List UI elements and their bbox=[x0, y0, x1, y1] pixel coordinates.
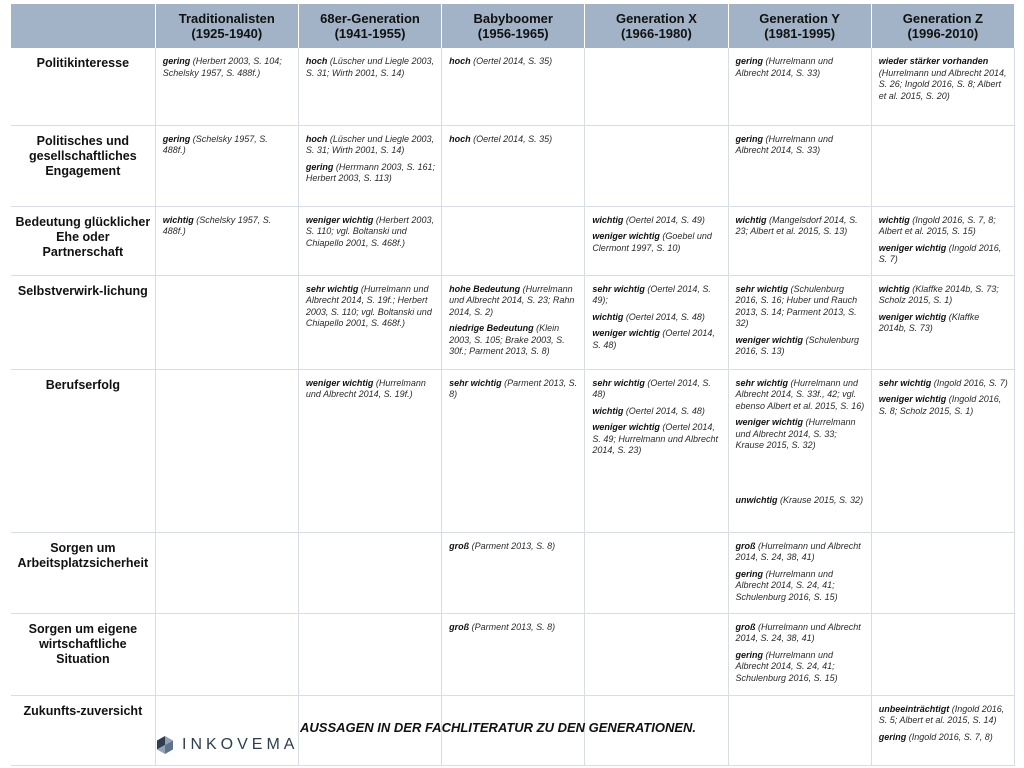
finding-term: weniger wichtig bbox=[735, 417, 804, 427]
table-cell bbox=[585, 613, 728, 695]
finding-term: sehr wichtig bbox=[592, 283, 645, 294]
finding-term: groß bbox=[449, 621, 470, 632]
finding-term: weniger wichtig bbox=[305, 214, 374, 225]
finding-term: weniger wichtig bbox=[735, 334, 804, 345]
table-cell bbox=[155, 369, 298, 532]
table-row bbox=[11, 275, 1015, 369]
finding-entry bbox=[736, 56, 865, 79]
finding-term: wichtig bbox=[592, 405, 624, 416]
table-cell bbox=[298, 48, 441, 125]
finding-term: sehr wichtig bbox=[735, 377, 789, 388]
finding-term: gering bbox=[735, 56, 764, 66]
finding-reference: (Schelsky 1957, S. 488f.) bbox=[162, 214, 272, 236]
finding-entry bbox=[449, 323, 578, 358]
finding-term: gering bbox=[735, 133, 764, 144]
finding-entry bbox=[879, 243, 1008, 266]
finding-entry bbox=[592, 284, 721, 307]
finding-reference: (Hurrelmann und Albrecht 2014, S. 24, 38, 41) bbox=[735, 540, 861, 562]
finding-reference: (Oertel 2014, S. 35) bbox=[470, 133, 553, 144]
table-cell bbox=[585, 125, 728, 206]
table-cell bbox=[155, 275, 298, 369]
finding-term: weniger wichtig bbox=[592, 231, 660, 241]
finding-entry bbox=[592, 328, 721, 351]
table-cell bbox=[871, 125, 1014, 206]
finding-entry bbox=[163, 215, 292, 238]
table-cell bbox=[585, 206, 728, 275]
finding-reference: (Oertel 2014, S. 48) bbox=[592, 328, 715, 350]
table-cell bbox=[728, 613, 871, 695]
finding-reference: (Herrmann 2003, S. 161; Herbert 2003, S. 113) bbox=[305, 161, 435, 183]
finding-entry bbox=[736, 569, 865, 604]
table-cell bbox=[728, 369, 871, 532]
finding-reference: (Oertel 2014, S. 48) bbox=[623, 405, 705, 416]
table-cell bbox=[155, 206, 298, 275]
finding-reference: (Lüscher und Liegle 2003, S. 31; Wirth 2001, S. 14) bbox=[305, 56, 434, 78]
table-cell bbox=[871, 613, 1014, 695]
finding-reference: (Hurrelmann und Albrecht 2014, S. 33) bbox=[735, 56, 834, 78]
finding-entry bbox=[736, 134, 865, 157]
finding-term: groß bbox=[735, 621, 756, 632]
table-cell bbox=[585, 369, 728, 532]
header-generation-y: Generation Y (1981-1995) bbox=[728, 4, 871, 48]
row-label: Sorgen um Arbeitsplatzsicherheit bbox=[11, 532, 155, 613]
finding-entry bbox=[736, 541, 865, 564]
table-cell bbox=[871, 48, 1014, 125]
finding-term: wichtig bbox=[592, 214, 624, 225]
table-cell bbox=[442, 369, 585, 532]
finding-reference: (Hurrelmann und Albrecht 2014, S. 33; Krause 2015, S. 32) bbox=[735, 417, 856, 450]
finding-entry bbox=[736, 284, 865, 330]
table-cell bbox=[871, 275, 1014, 369]
finding-entry bbox=[592, 231, 721, 254]
finding-reference: (Parment 2013, S. 8) bbox=[469, 621, 556, 632]
table-cell bbox=[728, 48, 871, 125]
finding-term: gering bbox=[878, 731, 907, 742]
finding-entry bbox=[736, 378, 865, 413]
header-68er: 68er-Generation (1941-1955) bbox=[298, 4, 441, 48]
finding-reference: (Klein 2003, S. 105; Brake 2003, S. 30f.; Parment 2013, S. 8) bbox=[449, 323, 565, 356]
finding-entry bbox=[306, 284, 435, 330]
finding-reference: (Hurrelmann und Albrecht 2014, S. 24, 38, 41) bbox=[735, 621, 861, 643]
finding-entry bbox=[449, 284, 578, 319]
finding-entry bbox=[306, 56, 435, 79]
finding-term: hoch bbox=[305, 133, 328, 144]
finding-term: unwichtig bbox=[735, 494, 778, 505]
finding-reference: (Parment 2013, S. 8) bbox=[449, 377, 578, 399]
finding-term: weniger wichtig bbox=[305, 377, 374, 388]
finding-reference: (Parment 2013, S. 8) bbox=[469, 540, 556, 551]
finding-term: niedrige Bedeutung bbox=[449, 323, 534, 333]
finding-entry bbox=[592, 312, 721, 324]
table-cell bbox=[442, 125, 585, 206]
finding-reference: (Hurrelmann und Albrecht 2014, S. 19f.; Herbert 2003, S. 110; vgl. Boltanski und Chiapello 2001, S. 468f.) bbox=[305, 283, 432, 328]
table-cell bbox=[728, 275, 871, 369]
finding-reference: (Schelsky 1957, S. 488f.) bbox=[162, 133, 268, 155]
table-body bbox=[11, 48, 1015, 765]
table-row bbox=[11, 369, 1015, 532]
finding-entry bbox=[592, 422, 721, 457]
finding-reference: (Oertel 2014, S. 49; Hurrelmann und Albrecht 2014, S. 23) bbox=[592, 422, 719, 455]
finding-term: wichtig bbox=[592, 311, 624, 322]
finding-reference: (Oertel 2014, S. 35) bbox=[470, 56, 553, 66]
finding-entry bbox=[736, 495, 865, 507]
finding-entry bbox=[449, 56, 578, 68]
finding-term: weniger wichtig bbox=[878, 394, 947, 404]
finding-term: hoch bbox=[305, 56, 328, 66]
finding-entry bbox=[879, 378, 1008, 390]
finding-entry bbox=[736, 650, 865, 685]
finding-reference: (Ingold 2016, S. 7, 8) bbox=[906, 731, 993, 742]
table-row bbox=[11, 48, 1015, 125]
finding-entry bbox=[592, 378, 721, 401]
finding-reference: (Hurrelmann und Albrecht 2014, S. 26; Ingold 2016, S. 8; Albert et al. 2015, S. 20) bbox=[878, 67, 1007, 101]
finding-entry bbox=[879, 394, 1008, 417]
finding-entry bbox=[306, 215, 435, 250]
finding-term: weniger wichtig bbox=[592, 422, 660, 432]
finding-term: gering bbox=[305, 161, 334, 172]
table-row bbox=[11, 206, 1015, 275]
finding-reference: (Klaffke 2014b, S. 73) bbox=[878, 311, 980, 333]
finding-entry bbox=[163, 56, 292, 79]
table-cell bbox=[298, 369, 441, 532]
table-cell bbox=[871, 695, 1014, 765]
finding-entry bbox=[449, 622, 578, 634]
finding-entry bbox=[736, 335, 865, 358]
finding-reference: (Ingold 2016, S. 8; Scholz 2015, S. 1) bbox=[878, 394, 1002, 416]
footer-title: AUSSAGEN IN DER FACHLITERATUR ZU DEN GENERATIONEN. bbox=[300, 720, 697, 735]
finding-reference: (Hurrelmann und Albrecht 2014, S. 24, 41; Schulenburg 2016, S. 15) bbox=[735, 568, 838, 602]
finding-reference: (Hurrelmann und Albrecht 2014, S. 33f., 42; vgl. ebenso Albert et al. 2015, S. 16) bbox=[735, 377, 865, 411]
table-cell bbox=[155, 695, 298, 765]
table-cell bbox=[298, 125, 441, 206]
finding-entry bbox=[592, 406, 721, 418]
finding-term: sehr wichtig bbox=[735, 283, 789, 294]
table-cell bbox=[442, 275, 585, 369]
row-label: Berufserfolg bbox=[11, 369, 155, 532]
finding-term: hohe Bedeutung bbox=[449, 283, 521, 294]
finding-reference: (Schulenburg 2016, S. 16; Huber und Rauch 2013, S. 14; Parment 2013, S. 32) bbox=[735, 283, 858, 328]
header-traditionalisten: Traditionalisten (1925-1940) bbox=[155, 4, 298, 48]
finding-reference: (Hurrelmann und Albrecht 2014, S. 24, 41; Schulenburg 2016, S. 15) bbox=[735, 649, 838, 683]
row-label: Selbstverwirk-lichung bbox=[11, 275, 155, 369]
table-cell bbox=[871, 206, 1014, 275]
finding-reference: (Herbert 2003, S. 110; vgl. Boltanski und Chiapello 2001, S. 468f.) bbox=[305, 214, 434, 248]
table-cell bbox=[298, 613, 441, 695]
finding-entry bbox=[879, 215, 1008, 238]
finding-reference: (Schulenburg 2016, S. 13) bbox=[735, 334, 860, 356]
header-row bbox=[11, 4, 1015, 48]
row-label: Sorgen um eigene wirtschaftliche Situation bbox=[11, 613, 155, 695]
finding-reference: (Goebel und Clermont 1997, S. 10) bbox=[592, 231, 712, 253]
finding-reference: (Klaffke 2014b, S. 73; Scholz 2015, S. 1) bbox=[878, 283, 999, 305]
finding-entry bbox=[306, 134, 435, 157]
finding-entry bbox=[736, 417, 865, 452]
finding-term: sehr wichtig bbox=[305, 283, 359, 294]
finding-term: groß bbox=[449, 540, 470, 551]
finding-term: groß bbox=[735, 540, 756, 551]
table-row bbox=[11, 532, 1015, 613]
finding-entry bbox=[449, 541, 578, 553]
finding-entry bbox=[449, 378, 578, 401]
finding-reference: (Hurrelmann und Albrecht 2014, S. 33) bbox=[735, 133, 834, 155]
table-cell bbox=[871, 369, 1014, 532]
table-cell bbox=[298, 275, 441, 369]
finding-reference: (Oertel 2014, S. 48) bbox=[592, 377, 711, 399]
finding-reference: (Oertel 2014, S. 49) bbox=[623, 214, 705, 225]
row-label: Bedeutung glücklicher Ehe oder Partnerschaft bbox=[11, 206, 155, 275]
header-corner bbox=[11, 4, 155, 48]
finding-entry bbox=[449, 134, 578, 146]
finding-reference: (Hurrelmann und Albrecht 2014, S. 19f.) bbox=[305, 377, 426, 399]
table-cell bbox=[442, 613, 585, 695]
finding-term: weniger wichtig bbox=[592, 328, 660, 338]
logo-mark-icon bbox=[157, 736, 173, 754]
logo-text: INKOVEMA bbox=[182, 736, 299, 753]
finding-reference: (Mangelsdorf 2014, S. 23; Albert et al. 2015, S. 13) bbox=[735, 214, 858, 236]
table-row bbox=[11, 125, 1015, 206]
table-cell bbox=[585, 532, 728, 613]
row-label: Politisches und gesellschaftliches Engagement bbox=[11, 125, 155, 206]
finding-reference: (Oertel 2014, S. 48) bbox=[623, 311, 705, 322]
header-generation-z: Generation Z (1996-2010) bbox=[871, 4, 1014, 48]
finding-reference: (Oertel 2014, S. 49); bbox=[592, 283, 711, 305]
finding-reference: (Ingold 2016, S. 7, 8; Albert et al. 2015, S. 15) bbox=[878, 214, 996, 236]
finding-entry bbox=[879, 56, 1008, 102]
finding-term: weniger wichtig bbox=[878, 242, 947, 253]
finding-term: gering bbox=[735, 568, 764, 579]
finding-term: unbeeinträchtigt bbox=[878, 703, 950, 714]
finding-term: wichtig bbox=[735, 214, 767, 225]
finding-entry bbox=[736, 622, 865, 645]
finding-reference: (Ingold 2016, S. 7) bbox=[878, 242, 1002, 264]
finding-reference: (Krause 2015, S. 32) bbox=[777, 494, 864, 505]
generations-table bbox=[11, 4, 1015, 766]
header-generation-x: Generation X (1966-1980) bbox=[585, 4, 728, 48]
finding-entry bbox=[736, 215, 865, 238]
header-babyboomer: Babyboomer (1956-1965) bbox=[442, 4, 585, 48]
finding-term: hoch bbox=[449, 133, 471, 144]
table-cell bbox=[442, 206, 585, 275]
finding-term: sehr wichtig bbox=[449, 377, 502, 388]
row-label: Politikinteresse bbox=[11, 48, 155, 125]
table-cell bbox=[155, 48, 298, 125]
finding-term: sehr wichtig bbox=[592, 377, 645, 388]
finding-reference: (Hurrelmann und Albrecht 2014, S. 23; Rahn 2014, S. 2) bbox=[449, 283, 575, 317]
finding-term: gering bbox=[162, 133, 191, 144]
finding-entry bbox=[879, 312, 1008, 335]
table-row bbox=[11, 613, 1015, 695]
finding-term: hoch bbox=[449, 56, 471, 66]
finding-term: gering bbox=[162, 56, 191, 66]
table-cell bbox=[155, 532, 298, 613]
table-cell bbox=[728, 206, 871, 275]
table-cell bbox=[585, 275, 728, 369]
finding-term: wichtig bbox=[878, 283, 910, 294]
finding-term: wichtig bbox=[162, 214, 194, 225]
table-cell bbox=[728, 532, 871, 613]
inkovema-logo bbox=[157, 736, 298, 754]
row-label: Zukunfts-zuversicht bbox=[11, 695, 155, 765]
finding-entry bbox=[163, 134, 292, 157]
table-cell bbox=[442, 532, 585, 613]
finding-reference: (Lüscher und Liegle 2003, S. 31; Wirth 2001, S. 14) bbox=[305, 133, 434, 155]
table-cell bbox=[585, 48, 728, 125]
finding-term: sehr wichtig bbox=[878, 377, 932, 388]
finding-reference: (Ingold 2016, S. 5; Albert et al. 2015, S. 14) bbox=[878, 703, 1005, 725]
table-cell bbox=[728, 125, 871, 206]
finding-entry bbox=[306, 162, 435, 185]
finding-term: wichtig bbox=[878, 214, 910, 225]
table-cell bbox=[871, 532, 1014, 613]
finding-term: weniger wichtig bbox=[878, 311, 947, 322]
finding-reference: (Herbert 2003, S. 104; Schelsky 1957, S. 488f.) bbox=[162, 56, 282, 78]
finding-term: gering bbox=[735, 649, 764, 660]
finding-entry bbox=[592, 215, 721, 227]
finding-entry bbox=[879, 284, 1008, 307]
table-cell bbox=[442, 48, 585, 125]
finding-term: wieder stärker vorhanden bbox=[878, 56, 989, 66]
finding-reference: (Ingold 2016, S. 7) bbox=[931, 377, 1008, 388]
table-cell bbox=[155, 125, 298, 206]
table-cell bbox=[298, 532, 441, 613]
finding-entry bbox=[306, 378, 435, 401]
finding-entry bbox=[879, 732, 1008, 744]
table-cell bbox=[298, 206, 441, 275]
table-cell bbox=[155, 613, 298, 695]
finding-entry bbox=[879, 704, 1008, 727]
table-cell bbox=[728, 695, 871, 765]
